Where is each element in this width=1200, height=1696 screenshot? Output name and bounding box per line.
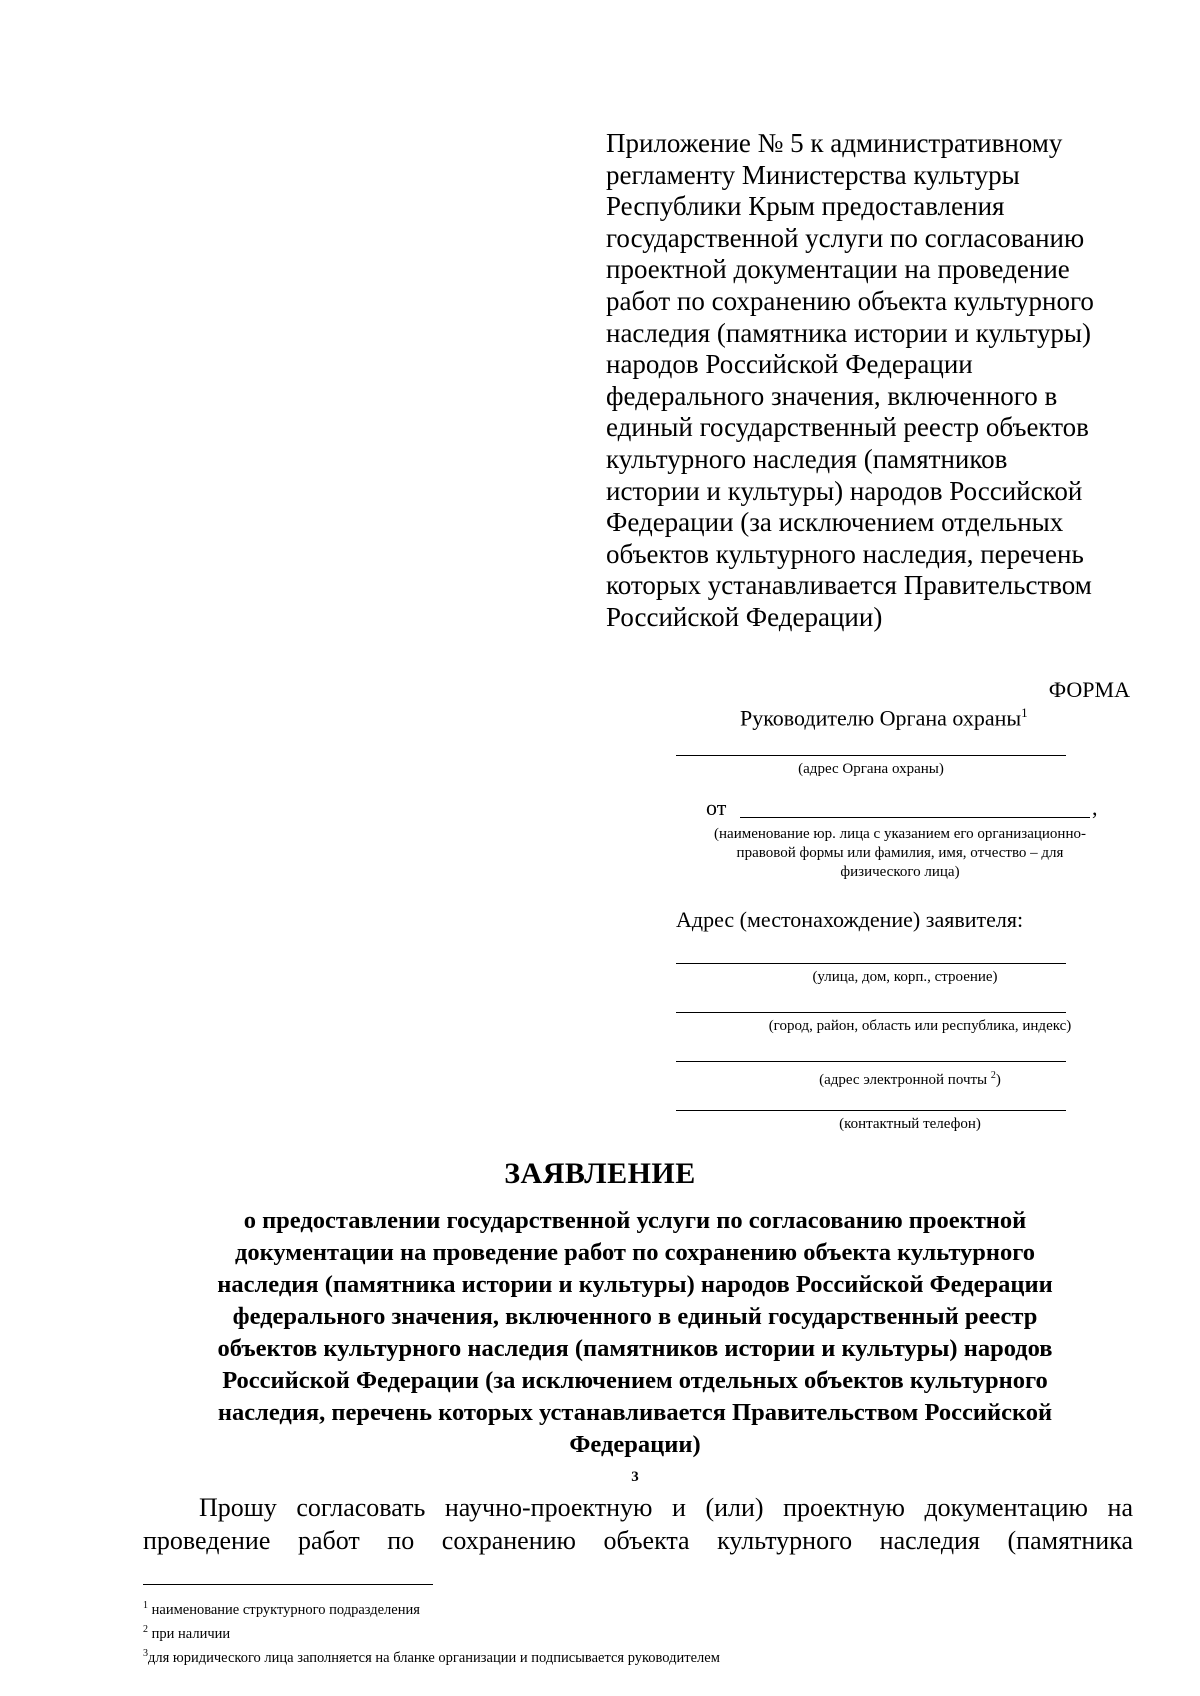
appendix-line: регламенту Министерства культуры (606, 159, 1020, 190)
appendix-line: работ по сохранению объекта культурного (606, 285, 1094, 316)
appendix-line: истории и культуры) народов Российской (606, 475, 1083, 506)
subtitle-line-last (140, 1429, 1130, 1499)
document-subtitle (140, 1205, 1130, 1499)
email-caption-close: ) (995, 1072, 1001, 1088)
email-caption (760, 1066, 1060, 1090)
organ-address-caption: (адрес Органа охраны) (798, 761, 944, 777)
subtitle-line: наследия (памятника истории и культуры) народов Российской Федерации (217, 1271, 1053, 1298)
caption-line: физического лица) (840, 864, 960, 880)
appendix-line: Российской Федерации) (606, 601, 883, 632)
appendix-header (606, 128, 1166, 634)
appendix-line: федерального значения, включенного в (606, 380, 1058, 411)
appendix-line: Приложение № 5 к административному (606, 128, 1063, 158)
footnote-text: наименование структурного подразделения (148, 1601, 420, 1618)
addressee (740, 705, 1028, 731)
footnote-mark: 2 (143, 1623, 148, 1635)
caption-line: (наименование юр. лица с указанием его организационно- (714, 826, 1086, 842)
body-line: Прошу согласовать научно-проектную и (или) проектную документацию на (199, 1493, 1133, 1522)
appendix-line: которых устанавливается Правительством (606, 570, 1092, 601)
footnote-item (143, 1644, 720, 1668)
street-field[interactable] (676, 963, 1066, 964)
form-label: ФОРМА (1048, 677, 1130, 702)
comma: , (1092, 795, 1098, 820)
email-field[interactable] (676, 1061, 1066, 1062)
appendix-line: Республики Крым предоставления (606, 191, 1005, 222)
footnote-mark: 3 (143, 1647, 148, 1659)
applicant-address-label: Адрес (местонахождение) заявителя: (676, 907, 1024, 932)
applicant-name-caption (660, 825, 1140, 882)
appendix-line: культурного наследия (памятников (606, 443, 1008, 474)
footnote-item (143, 1596, 720, 1620)
appendix-line: объектов культурного наследия, перечень (606, 538, 1084, 569)
subtitle-line: объектов культурного наследия (памятников истории и культуры) народов (217, 1335, 1053, 1362)
caption-line: правовой формы или фамилия, имя, отчество – для (736, 845, 1064, 861)
appendix-line: Федерации (за исключением отдельных (606, 507, 1064, 538)
phone-caption: (контактный телефон) (839, 1116, 981, 1132)
appendix-line: наследия (памятника истории и культуры) (606, 317, 1092, 348)
footnote-mark: 2 (990, 1070, 996, 1081)
city-field[interactable] (676, 1012, 1066, 1013)
email-caption-text: (адрес электронной почты (819, 1072, 991, 1088)
subtitle-line-text: Федерации) (569, 1431, 701, 1458)
street-caption: (улица, дом, корп., строение) (812, 969, 998, 985)
appendix-line: государственной услуги по согласованию (606, 222, 1085, 253)
subtitle-line: о предоставлении государственной услуги по согласованию проектной (243, 1207, 1027, 1234)
subtitle-line: Российской Федерации (за исключением отдельных объектов культурного (222, 1367, 1048, 1394)
city-caption: (город, район, область или республика, индекс) (768, 1018, 1072, 1034)
body-line: проведение работ по сохранению объекта культурного наследия (памятника (143, 1526, 1133, 1555)
document-title: ЗАЯВЛЕНИЕ (504, 1157, 696, 1190)
footnote-mark: 1 (1021, 705, 1028, 720)
body-paragraph (143, 1491, 1133, 1557)
appendix-line: проектной документации на проведение (606, 254, 1070, 285)
from-label: от (706, 795, 727, 820)
organ-address-field[interactable] (676, 755, 1066, 756)
footnote-separator (143, 1584, 433, 1585)
subtitle-line: документации на проведение работ по сохранению объекта культурного (234, 1239, 1036, 1266)
appendix-line: народов Российской Федерации (606, 349, 973, 380)
subtitle-line: федерального значения, включенного в единый государственный реестр (232, 1303, 1038, 1330)
footnote-text: при наличии (148, 1625, 231, 1642)
addressee-text: Руководителю Органа охраны (740, 705, 1022, 731)
appendix-line: единый государственный реестр объектов (606, 412, 1089, 443)
footnotes (143, 1596, 720, 1667)
applicant-name-field[interactable] (740, 817, 1090, 818)
footnote-item (143, 1620, 720, 1644)
phone-field[interactable] (676, 1110, 1066, 1111)
subtitle-line: наследия, перечень которых устанавливается Правительством Российской (217, 1399, 1053, 1426)
footnote-mark: 3 (631, 1469, 639, 1485)
footnote-text: для юридического лица заполняется на бланке организации и подписывается руководителем (148, 1649, 720, 1666)
footnote-mark: 1 (143, 1600, 148, 1611)
